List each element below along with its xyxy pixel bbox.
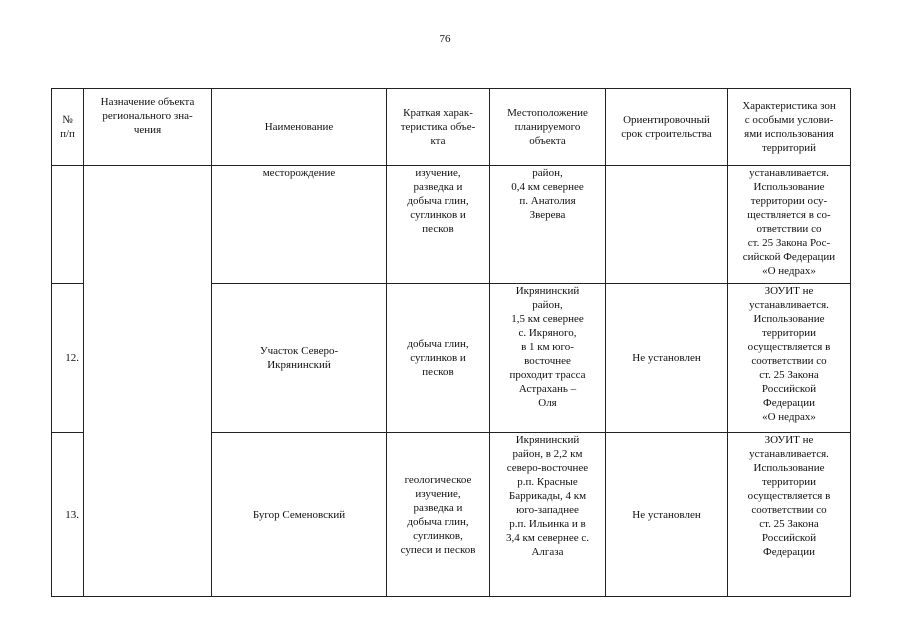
row-num: 13.: [52, 433, 84, 597]
row-location: Икрянинский район, 1,5 км севернее с. Икряного, в 1 км юго- восточнее проходит трасса Астрахань – Оля: [490, 284, 606, 433]
row-term: Не установлен: [606, 284, 728, 433]
header-purpose: Назначение объекта регионального зна- чения: [84, 89, 212, 166]
row-num: [52, 166, 84, 284]
objects-table: [51, 88, 851, 597]
table-row: [52, 166, 851, 284]
header-location: Местоположение планируемого объекта: [490, 89, 606, 166]
purpose-cell: [84, 166, 212, 597]
row-name: Участок Северо- Икрянинский: [212, 284, 387, 433]
row-zone: ЗОУИТ не устанавливается. Использование территории осуществляется в соответствии со ст. 25 Закона Российской Федерации «О недрах»: [728, 284, 851, 433]
row-name: месторождение: [212, 166, 387, 284]
row-zone: устанавливается. Использование территории осу- ществляется в со- ответствии со ст. 25 Закона Рос- сийской Федерации «О недрах»: [728, 166, 851, 284]
row-term: [606, 166, 728, 284]
header-name: Наименование: [212, 89, 387, 166]
header-description: Краткая харак- теристика объе- кта: [387, 89, 490, 166]
row-name: Бугор Семеновский: [212, 433, 387, 597]
row-description: изучение, разведка и добыча глин, суглинков и песков: [387, 166, 490, 284]
header-term: Ориентировочный срок строительства: [606, 89, 728, 166]
row-location: Икрянинский район, в 2,2 км северо-восточнее р.п. Красные Баррикады, 4 км юго-западнее р.п. Ильинка и в 3,4 км севернее с. Алгаза: [490, 433, 606, 597]
row-num: 12.: [52, 284, 84, 433]
table-header-row: [52, 89, 851, 166]
row-zone: ЗОУИТ не устанавливается. Использование территории осуществляется в соответствии со ст. 25 Закона Российской Федерации: [728, 433, 851, 597]
row-term: Не установлен: [606, 433, 728, 597]
row-location: район, 0,4 км севернее п. Анатолия Зверева: [490, 166, 606, 284]
page-number: 76: [439, 33, 451, 45]
row-description: геологическое изучение, разведка и добыча глин, суглинков, супеси и песков: [387, 433, 490, 597]
header-zone: Характеристика зон с особыми услови- ями использования территорий: [728, 89, 851, 166]
header-num: № п/п: [52, 89, 84, 166]
row-description: добыча глин, суглинков и песков: [387, 284, 490, 433]
